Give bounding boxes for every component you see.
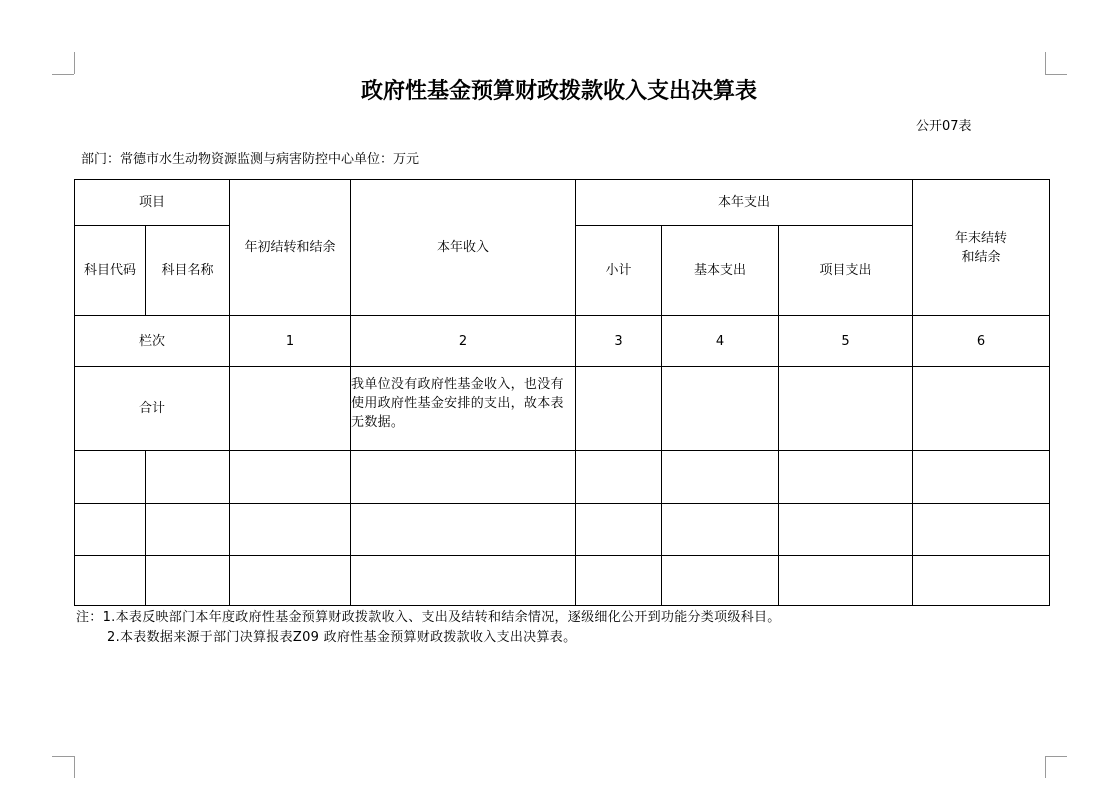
header-closing-balance	[913, 180, 1050, 316]
column-index-1: 1	[230, 316, 351, 367]
header-opening-balance: 年初结转和结余	[230, 180, 351, 316]
no-data-note: 我单位没有政府性基金收入，也没有使用政府性基金安排的支出，故本表无数据。	[351, 367, 576, 451]
total-closing-balance	[913, 367, 1050, 451]
table-row	[75, 504, 1050, 556]
table-row	[75, 556, 1050, 606]
crop-mark-bottom-right-h	[1045, 756, 1067, 757]
header-basic-expense: 基本支出	[662, 226, 779, 316]
total-opening-balance	[230, 367, 351, 451]
crop-mark-top-right-v	[1045, 52, 1046, 74]
header-subtotal: 小计	[576, 226, 662, 316]
total-label: 合计	[75, 367, 230, 451]
header-subject-name: 科目名称	[146, 226, 230, 316]
footnote-2: 2.本表数据来源于部门决算报表Z09 政府性基金预算财政拨款收入支出决算表。	[107, 630, 577, 645]
crop-mark-bottom-left-h	[52, 756, 74, 757]
column-index-label: 栏次	[75, 316, 230, 367]
total-basic-expense	[662, 367, 779, 451]
header-closing-balance-line2: 和结余	[961, 249, 1001, 265]
crop-mark-bottom-right-v	[1045, 756, 1046, 778]
header-item: 项目	[75, 180, 230, 226]
column-index-4: 4	[662, 316, 779, 367]
form-number: 公开07表	[916, 119, 972, 134]
column-index-6: 6	[913, 316, 1050, 367]
crop-mark-top-left-v	[74, 52, 75, 74]
department-line: 部门：常德市水生动物资源监测与病害防控中心单位：万元	[81, 152, 420, 167]
footnote-1: 注：1.本表反映部门本年度政府性基金预算财政拨款收入、支出及结转和结余情况，逐级细化公开到功能分类项级科目。	[76, 610, 781, 625]
column-index-5: 5	[779, 316, 913, 367]
total-project-expense	[779, 367, 913, 451]
crop-mark-bottom-left-v	[74, 756, 75, 778]
header-closing-balance-line1: 年末结转	[955, 230, 1008, 246]
header-current-expense: 本年支出	[576, 180, 913, 226]
table-row	[75, 451, 1050, 504]
header-current-income: 本年收入	[351, 180, 576, 316]
column-index-2: 2	[351, 316, 576, 367]
header-project-expense: 项目支出	[779, 226, 913, 316]
page-title: 政府性基金预算财政拨款收入支出决算表	[360, 78, 757, 104]
total-subtotal	[576, 367, 662, 451]
column-index-3: 3	[576, 316, 662, 367]
header-subject-code: 科目代码	[75, 226, 146, 316]
budget-table	[74, 179, 1050, 606]
